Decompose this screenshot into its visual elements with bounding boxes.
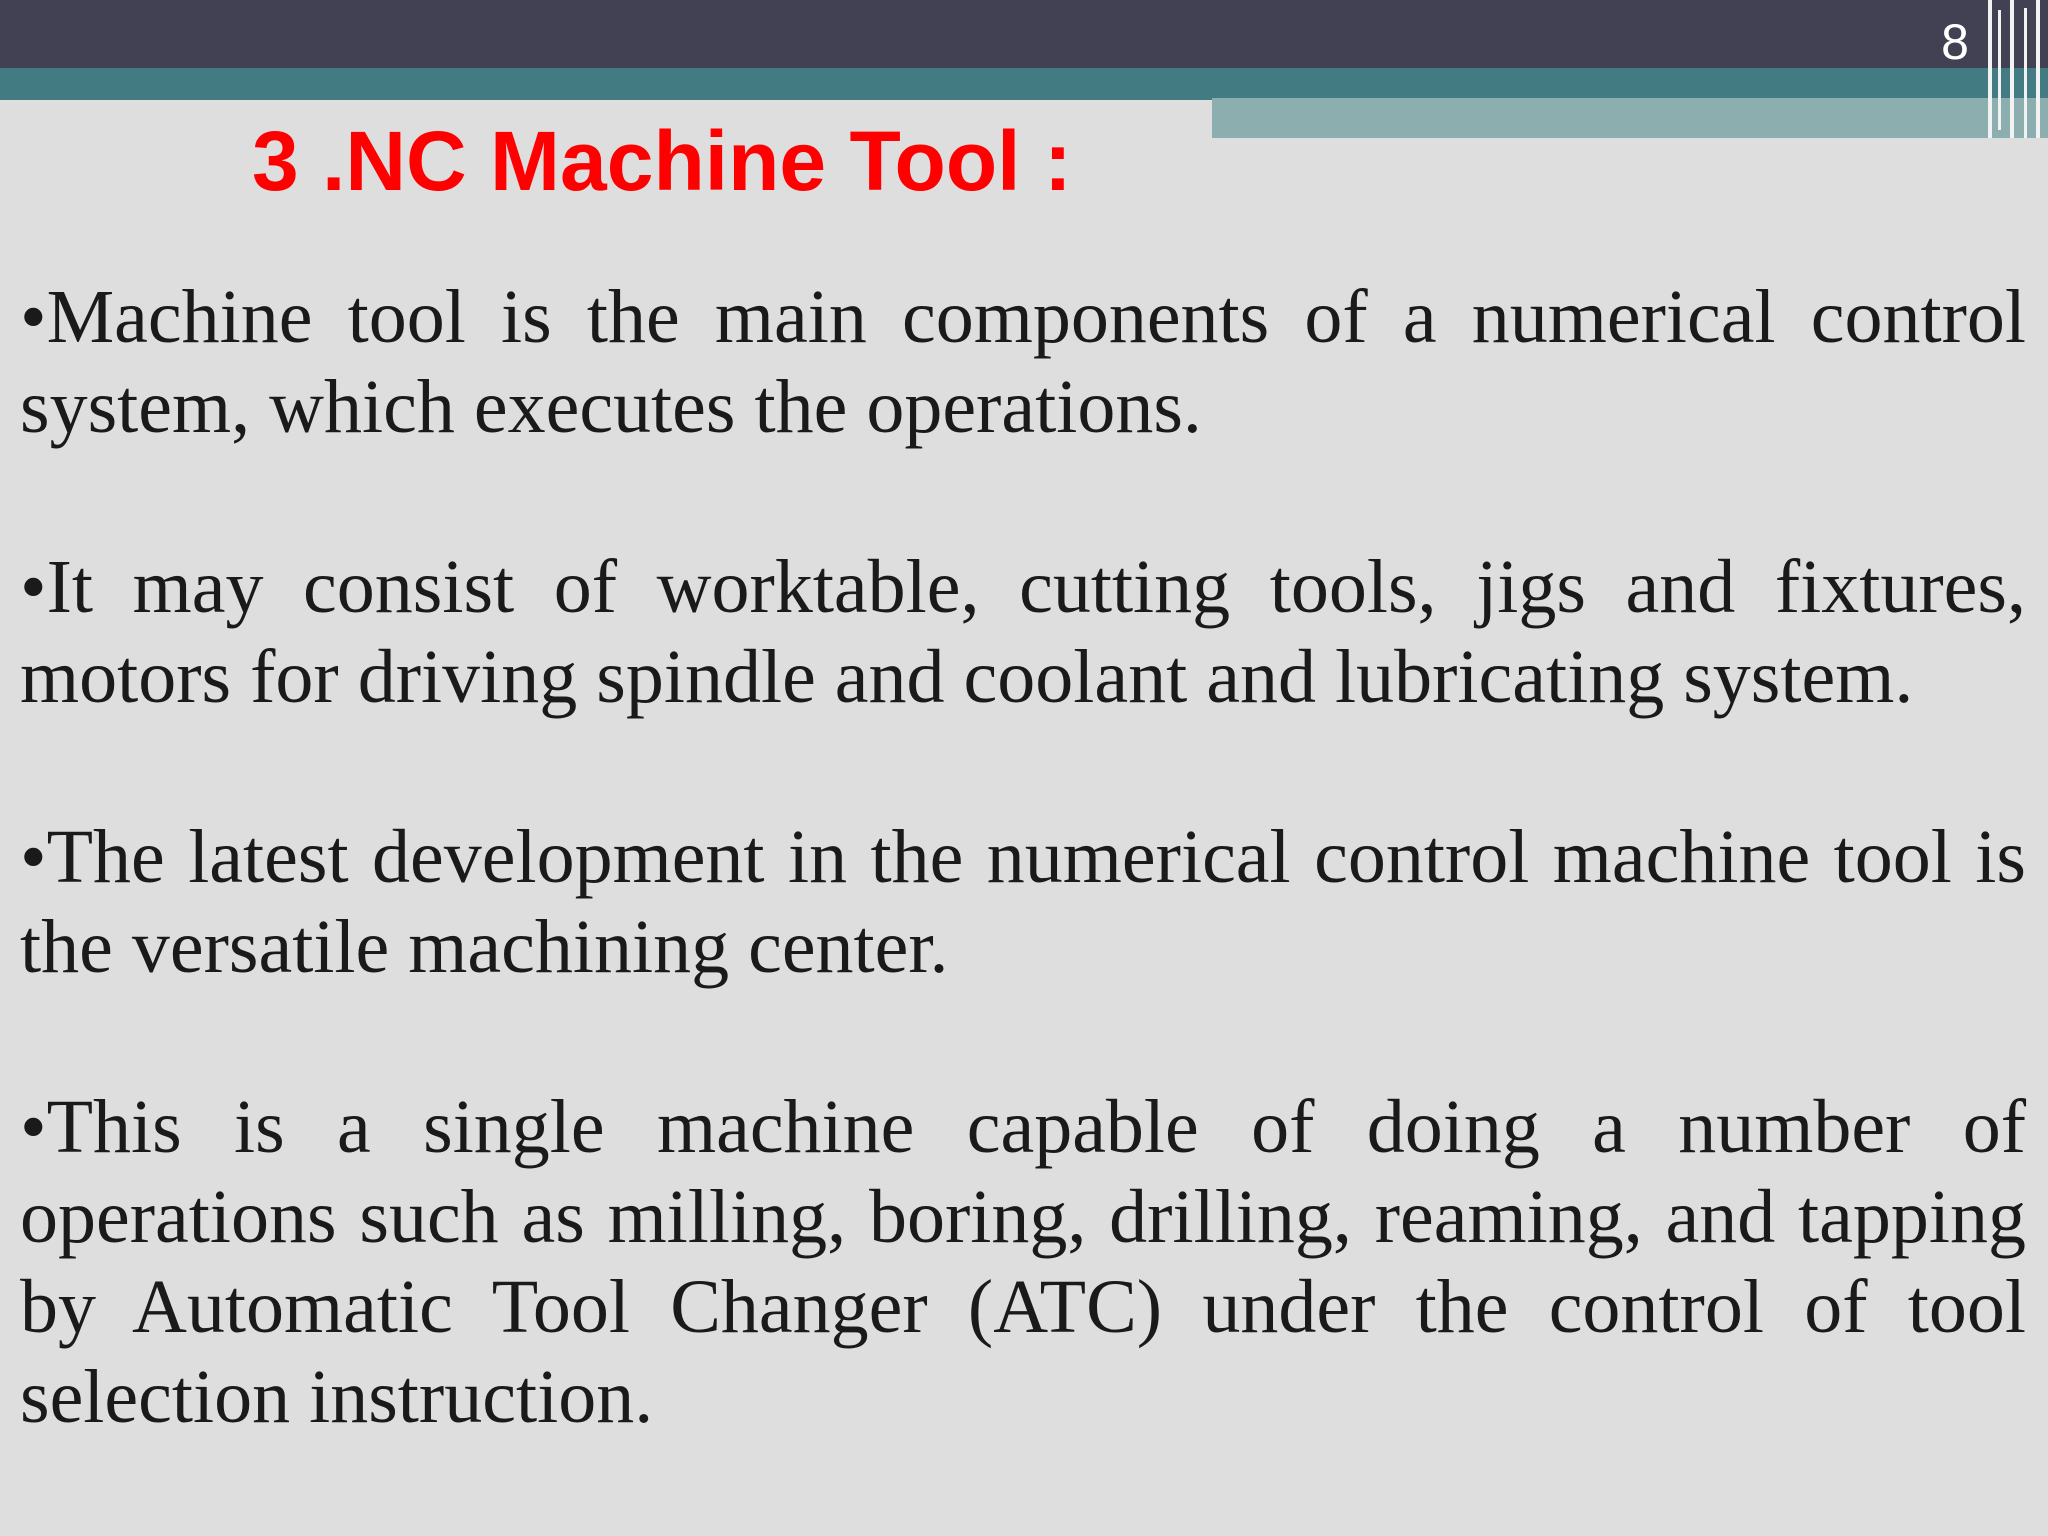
bullet-item: •This is a single machine capable of doing a number of operations such as milling, boring, drilling, reaming, and tapping by Automatic Tool Changer (ATC) under the control of tool selection instruction. xyxy=(20,1085,2026,1439)
header-accent-bar xyxy=(0,68,2048,100)
bullet-item: •The latest development in the numerical control machine tool is the versatile machining center. xyxy=(20,815,2026,989)
decorative-stripe xyxy=(2024,8,2027,138)
bullet-item: •Machine tool is the main components of a numerical control system, which executes the operations. xyxy=(20,275,2026,449)
bullet-list xyxy=(20,272,2026,1442)
page-number: 8 xyxy=(1941,14,1969,70)
slide-title: 3 .NC Machine Tool : xyxy=(252,114,1072,208)
decorative-stripe xyxy=(1998,10,2001,130)
decorative-stripe xyxy=(1988,0,1992,138)
bullet-item: •It may consist of worktable, cutting tools, jigs and fixtures, motors for driving spindle and coolant and lubricating system. xyxy=(20,545,2026,719)
decorative-stripe xyxy=(2036,0,2040,138)
header-light-bar xyxy=(1212,98,2048,138)
decorative-stripe xyxy=(2010,0,2014,138)
header-bar xyxy=(0,0,2048,68)
